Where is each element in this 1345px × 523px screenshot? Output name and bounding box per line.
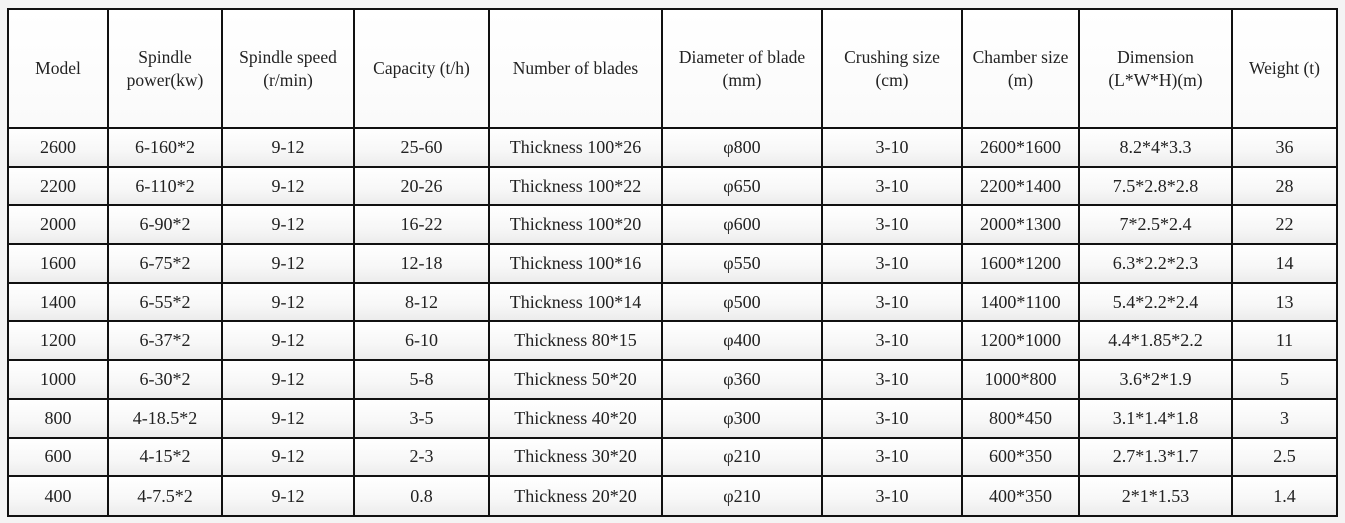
cell-chamber-size: 800*450 [962, 399, 1079, 438]
cell-number-of-blades: Thickness 40*20 [489, 399, 662, 438]
cell-diameter-of-blade: φ600 [662, 205, 822, 244]
cell-weight: 36 [1232, 128, 1336, 167]
spec-table [9, 10, 1336, 515]
cell-spindle-speed: 9-12 [222, 321, 354, 360]
cell-model: 1600 [9, 244, 108, 283]
cell-spindle-speed: 9-12 [222, 167, 354, 206]
cell-weight: 1.4 [1232, 476, 1336, 515]
header-number-of-blades-line1: Number of blades [512, 58, 639, 78]
cell-crushing-size: 3-10 [822, 438, 962, 477]
cell-number-of-blades: Thickness 100*26 [489, 128, 662, 167]
cell-model: 1200 [9, 321, 108, 360]
cell-diameter-of-blade: φ300 [662, 399, 822, 438]
header-capacity-line1: Capacity (t/h) [373, 58, 470, 78]
header-model-line1: Model [35, 58, 81, 78]
cell-number-of-blades: Thickness 100*16 [489, 244, 662, 283]
cell-model: 2600 [9, 128, 108, 167]
cell-dimension: 8.2*4*3.3 [1079, 128, 1232, 167]
cell-number-of-blades: Thickness 50*20 [489, 360, 662, 399]
cell-diameter-of-blade: φ800 [662, 128, 822, 167]
cell-capacity: 8-12 [354, 283, 489, 322]
cell-number-of-blades: Thickness 100*22 [489, 167, 662, 206]
header-spindle-speed-line2: (r/min) [263, 69, 313, 90]
cell-chamber-size: 1600*1200 [962, 244, 1079, 283]
cell-weight: 13 [1232, 283, 1336, 322]
cell-weight: 14 [1232, 244, 1336, 283]
cell-number-of-blades: Thickness 20*20 [489, 476, 662, 515]
cell-diameter-of-blade: φ210 [662, 438, 822, 477]
header-chamber-size [962, 10, 1079, 128]
cell-weight: 22 [1232, 205, 1336, 244]
table-row [9, 476, 1336, 515]
cell-crushing-size: 3-10 [822, 128, 962, 167]
cell-dimension: 4.4*1.85*2.2 [1079, 321, 1232, 360]
cell-chamber-size: 2000*1300 [962, 205, 1079, 244]
table-row [9, 360, 1336, 399]
cell-crushing-size: 3-10 [822, 244, 962, 283]
cell-crushing-size: 3-10 [822, 360, 962, 399]
cell-capacity: 6-10 [354, 321, 489, 360]
cell-capacity: 2-3 [354, 438, 489, 477]
cell-model: 600 [9, 438, 108, 477]
cell-model: 1000 [9, 360, 108, 399]
cell-crushing-size: 3-10 [822, 399, 962, 438]
header-crushing-size-line1: Crushing size [844, 46, 940, 67]
table-row [9, 167, 1336, 206]
cell-spindle-power: 6-75*2 [108, 244, 222, 283]
cell-capacity: 16-22 [354, 205, 489, 244]
cell-model: 2000 [9, 205, 108, 244]
header-spindle-speed [222, 10, 354, 128]
cell-number-of-blades: Thickness 80*15 [489, 321, 662, 360]
header-capacity [354, 10, 489, 128]
table-row [9, 283, 1336, 322]
header-diameter-of-blade-line1: Diameter of blade [678, 46, 806, 67]
cell-model: 2200 [9, 167, 108, 206]
cell-weight: 2.5 [1232, 438, 1336, 477]
table-row [9, 128, 1336, 167]
cell-dimension: 7*2.5*2.4 [1079, 205, 1232, 244]
cell-spindle-power: 6-160*2 [108, 128, 222, 167]
cell-diameter-of-blade: φ400 [662, 321, 822, 360]
header-spindle-power-line1: Spindle [138, 46, 192, 67]
cell-number-of-blades: Thickness 30*20 [489, 438, 662, 477]
cell-number-of-blades: Thickness 100*20 [489, 205, 662, 244]
cell-dimension: 2*1*1.53 [1079, 476, 1232, 515]
header-spindle-power [108, 10, 222, 128]
table-row [9, 399, 1336, 438]
cell-spindle-speed: 9-12 [222, 476, 354, 515]
header-weight [1232, 10, 1336, 128]
cell-spindle-power: 6-55*2 [108, 283, 222, 322]
header-crushing-size [822, 10, 962, 128]
cell-dimension: 2.7*1.3*1.7 [1079, 438, 1232, 477]
cell-dimension: 3.6*2*1.9 [1079, 360, 1232, 399]
header-diameter-of-blade-line2: (mm) [722, 69, 762, 90]
cell-weight: 3 [1232, 399, 1336, 438]
cell-capacity: 0.8 [354, 476, 489, 515]
cell-spindle-power: 4-15*2 [108, 438, 222, 477]
header-dimension-line1: Dimension [1117, 46, 1194, 67]
cell-chamber-size: 2600*1600 [962, 128, 1079, 167]
cell-crushing-size: 3-10 [822, 167, 962, 206]
cell-spindle-speed: 9-12 [222, 283, 354, 322]
cell-chamber-size: 600*350 [962, 438, 1079, 477]
cell-chamber-size: 1400*1100 [962, 283, 1079, 322]
table-row [9, 321, 1336, 360]
cell-dimension: 7.5*2.8*2.8 [1079, 167, 1232, 206]
cell-weight: 11 [1232, 321, 1336, 360]
cell-crushing-size: 3-10 [822, 321, 962, 360]
cell-crushing-size: 3-10 [822, 476, 962, 515]
cell-spindle-speed: 9-12 [222, 360, 354, 399]
cell-capacity: 5-8 [354, 360, 489, 399]
header-number-of-blades [489, 10, 662, 128]
table-row [9, 438, 1336, 477]
cell-model: 1400 [9, 283, 108, 322]
cell-spindle-speed: 9-12 [222, 128, 354, 167]
cell-diameter-of-blade: φ210 [662, 476, 822, 515]
header-dimension-line2: (L*W*H)(m) [1108, 69, 1203, 90]
header-row [9, 10, 1336, 128]
header-diameter-of-blade [662, 10, 822, 128]
cell-spindle-power: 6-30*2 [108, 360, 222, 399]
cell-number-of-blades: Thickness 100*14 [489, 283, 662, 322]
cell-chamber-size: 1200*1000 [962, 321, 1079, 360]
header-chamber-size-line1: Chamber size [972, 46, 1069, 67]
cell-diameter-of-blade: φ650 [662, 167, 822, 206]
cell-weight: 5 [1232, 360, 1336, 399]
cell-spindle-power: 4-18.5*2 [108, 399, 222, 438]
cell-capacity: 3-5 [354, 399, 489, 438]
table-row [9, 244, 1336, 283]
cell-spindle-power: 4-7.5*2 [108, 476, 222, 515]
cell-chamber-size: 400*350 [962, 476, 1079, 515]
header-spindle-power-line2: power(kw) [126, 69, 204, 90]
header-model [9, 10, 108, 128]
cell-crushing-size: 3-10 [822, 283, 962, 322]
cell-model: 800 [9, 399, 108, 438]
table-row [9, 205, 1336, 244]
cell-spindle-speed: 9-12 [222, 399, 354, 438]
spec-table-frame [7, 8, 1338, 517]
cell-spindle-speed: 9-12 [222, 244, 354, 283]
cell-dimension: 6.3*2.2*2.3 [1079, 244, 1232, 283]
cell-spindle-speed: 9-12 [222, 438, 354, 477]
header-dimension [1079, 10, 1232, 128]
cell-spindle-speed: 9-12 [222, 205, 354, 244]
cell-chamber-size: 1000*800 [962, 360, 1079, 399]
cell-diameter-of-blade: φ360 [662, 360, 822, 399]
header-spindle-speed-line1: Spindle speed [239, 46, 337, 67]
cell-spindle-power: 6-90*2 [108, 205, 222, 244]
cell-capacity: 12-18 [354, 244, 489, 283]
header-chamber-size-line2: (m) [1007, 69, 1034, 90]
cell-diameter-of-blade: φ500 [662, 283, 822, 322]
cell-model: 400 [9, 476, 108, 515]
header-crushing-size-line2: (cm) [875, 69, 909, 90]
header-weight-line1: Weight (t) [1249, 58, 1320, 78]
cell-diameter-of-blade: φ550 [662, 244, 822, 283]
cell-weight: 28 [1232, 167, 1336, 206]
cell-dimension: 3.1*1.4*1.8 [1079, 399, 1232, 438]
cell-chamber-size: 2200*1400 [962, 167, 1079, 206]
cell-spindle-power: 6-37*2 [108, 321, 222, 360]
cell-capacity: 25-60 [354, 128, 489, 167]
cell-dimension: 5.4*2.2*2.4 [1079, 283, 1232, 322]
cell-crushing-size: 3-10 [822, 205, 962, 244]
cell-capacity: 20-26 [354, 167, 489, 206]
cell-spindle-power: 6-110*2 [108, 167, 222, 206]
